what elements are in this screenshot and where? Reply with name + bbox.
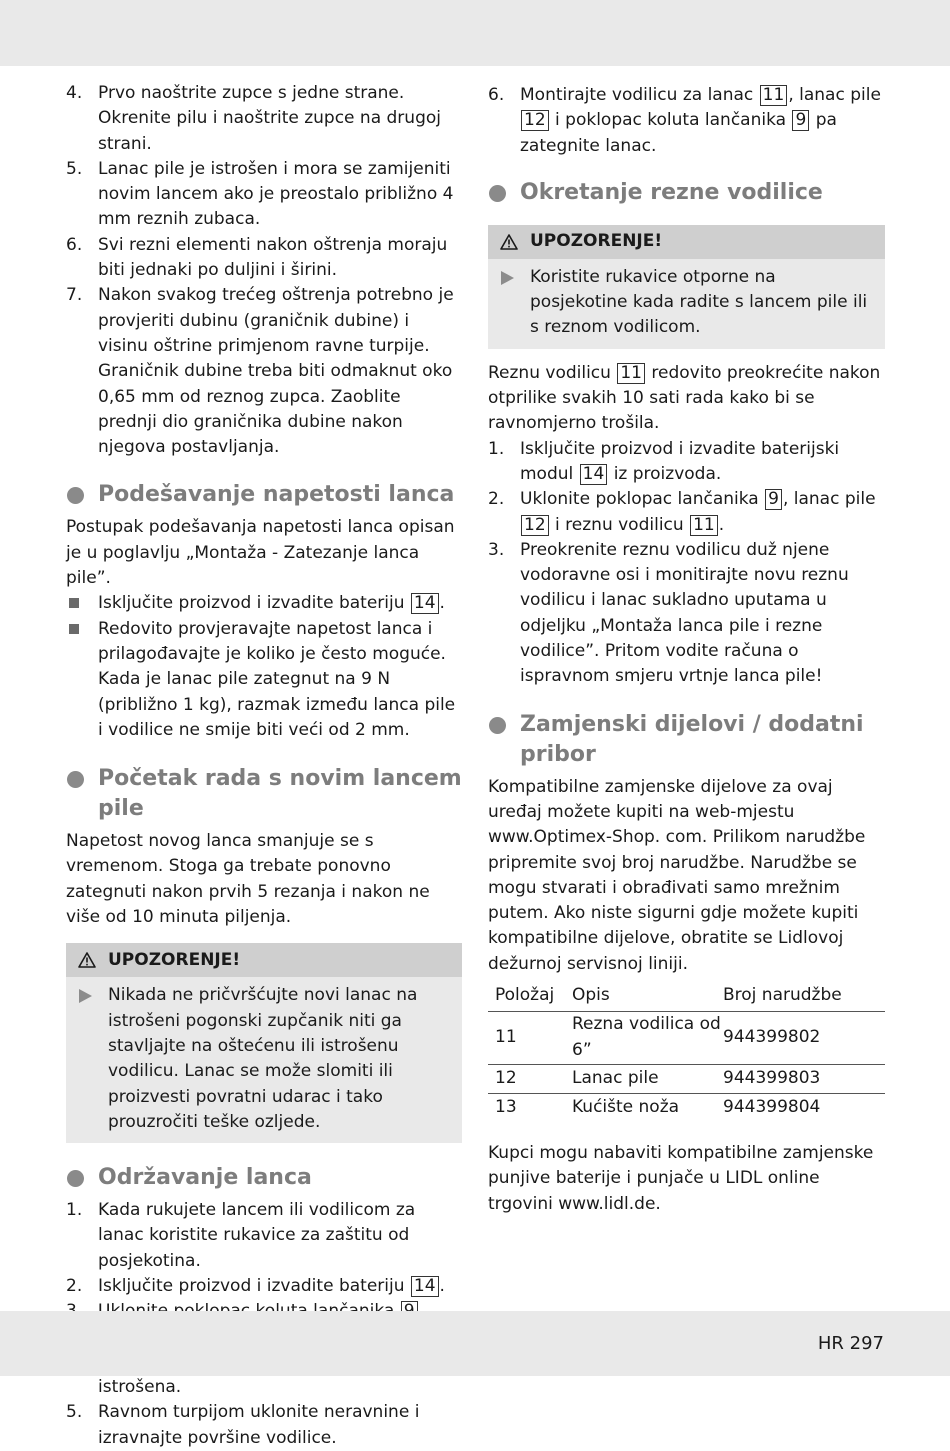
warning-header: UPOZORENJE! [488, 225, 885, 259]
part-ref: 11 [760, 85, 788, 106]
bullet-circle-icon [488, 178, 520, 208]
list-item: 4. Prvo naoštrite zupce s jedne strane. Okrenite pilu i naoštrite zupce na drugoj strani. [66, 83, 441, 154]
part-ref: 14 [411, 1276, 439, 1297]
warning-header: UPOZORENJE! [66, 943, 462, 977]
warning-body: Koristite rukavice otporne na posjekotine kada radite s lancem pile ili s reznom vodilicom. [488, 259, 885, 349]
part-ref: 9 [765, 489, 782, 510]
section-heading-spare-parts: Zamjenski dijelovi / dodatni pribor [488, 710, 885, 770]
part-ref: 12 [521, 515, 549, 536]
list-item: 2. Uklonite poklopac lančanika 9 , lanac pile 12 i reznu vodilicu 11 . [488, 489, 876, 535]
left-column [66, 81, 462, 1451]
list-item: 1. Isključite proizvod i izvadite baterijski modul 14 iz proizvoda. [488, 438, 840, 484]
table-row [488, 1011, 885, 1064]
part-ref: 11 [690, 515, 718, 536]
column-header: Položaj [488, 981, 572, 1011]
section-heading-chain-tension: Podešavanje napetosti lanca [66, 480, 462, 510]
part-ref: 9 [792, 110, 809, 131]
table-cell: 944399802 [723, 1011, 885, 1064]
table-cell: 12 [488, 1064, 572, 1093]
list-item: 2. Isključite proizvod i izvadite bateriju 14 . [66, 1275, 445, 1296]
warning-triangle-icon [78, 952, 108, 968]
page-number: HR 297 [817, 1333, 884, 1354]
part-ref: 14 [580, 464, 608, 485]
list-item: 7. Nakon svakog trećeg oštrenja potrebno je provjeriti dubinu (graničnik dubine) i visinu oštrine primjenom ravne turpije. Graničnik dubine treba biti odmaknut oko 0,65 mm od reznog zupca. Zaoblite prednji dio graničnika dubine nakon njegova postavljanja. [66, 285, 454, 458]
paragraph: Postupak podešavanja napetosti lanca opisan je u poglavlju „Montaža - Zatezanje lanca pile”. [66, 517, 455, 589]
column-header: Opis [572, 981, 723, 1011]
square-bullet-icon [66, 591, 98, 616]
bullet-circle-icon [66, 1163, 98, 1193]
header-band [0, 0, 950, 66]
paragraph: Kompatibilne zamjenske dijelove za ovaj uređaj možete kupiti na web-mjestu www.Optimex-Shop. com. Prilikom narudžbe pripremite svoj broj narudžbe. Narudžbe se mogu stvarati i obrađivati samo mrežnim putem. Ako niste sigurni gdje možete kupiti kompatibilne dijelove, obratite se Lidlovoj dežurnoj servisnoj liniji. [488, 776, 866, 974]
table-cell: 944399804 [723, 1097, 821, 1118]
list-item: 3. Preokrenite reznu vodilicu duž njene vodoravne osi i monitirajte novu reznu vodilicu i lanac sukladno uputama u odjeljku „Montaža lanca pile i rezne vodilice”. Pritom vodite računa o ispravnom smjeru vrtnje lanca pile! [488, 539, 849, 687]
sharpening-steps-list [66, 81, 462, 460]
table-header-row [488, 981, 885, 1011]
table-cell: 944399803 [723, 1064, 885, 1093]
part-ref: 14 [411, 593, 439, 614]
list-item: Redovito provjeravajte napetost lanca i prilagođavajte je koliko je često moguće. Kada je lanac pile zategnut na 9 N (približno 1 kg), razmak između lanca pile i vodilice ne smije biti veći od 2 mm. [66, 617, 462, 743]
table-cell: 11 [488, 1011, 572, 1064]
paragraph: Napetost novog lanca smanjuje se s vremenom. Stoga ga trebate ponovno zategnuti nakon prvih 5 rezanja i nakon ne više od 10 minuta piljenja. [66, 831, 430, 928]
table-cell: 13 [495, 1097, 517, 1118]
warning-box [488, 225, 885, 349]
list-item: 1. Kada rukujete lancem ili vodilicom za lanac koristite rukavice za zaštitu od posjekotina. [66, 1200, 416, 1271]
list-item: 6. Montirajte vodilicu za lanac 11 , lanac pile 12 i poklopac koluta lančanika 9 pa zategnite lanac. [488, 85, 881, 156]
section-heading-chain-maintenance: Održavanje lanca [66, 1163, 462, 1193]
section-heading-new-chain: Početak rada s novim lancem pile [66, 764, 462, 824]
table-cell: Rezna vodilica od 6” [572, 1011, 723, 1064]
paragraph: Kupci mogu nabaviti kompatibilne zamjenske punjive baterije i punjače u LIDL online trgovini www.lidl.de. [488, 1143, 874, 1214]
spare-parts-table [488, 981, 885, 1122]
list-item: Isključite proizvod i izvadite bateriju 14 . [66, 591, 462, 616]
table-row [488, 1064, 885, 1093]
list-item: istrošena. [66, 1350, 462, 1401]
paragraph: Reznu vodilicu 11 redovito preokrećite nakon otprilike svakih 10 sati rada kako bi se ravnomjerno trošila. [488, 362, 881, 434]
section-heading-guide-turning: Okretanje rezne vodilice [488, 178, 885, 208]
table-cell: Kućište noža [572, 1097, 680, 1118]
bullet-circle-icon [66, 480, 98, 510]
right-column [488, 83, 885, 1217]
arrow-right-icon [76, 983, 108, 1135]
footer-band [0, 1311, 950, 1376]
arrow-right-icon [498, 265, 530, 341]
list-item: 6. Svi rezni elementi nakon oštrenja moraju biti jednaki po duljini i širini. [66, 234, 448, 281]
guide-turning-steps-list [488, 437, 885, 690]
warning-triangle-icon [500, 234, 530, 250]
list-item: 5. Ravnom turpijom uklonite neravnine i izravnajte površine vodilice. [66, 1402, 420, 1448]
warning-body: Nikada ne pričvršćujte novi lanac na istrošeni pogonski zupčanik niti ga stavljajte na oštećenu ili istrošenu vodilicu. Lanac se može slomiti ili proizvesti povratni udarac i tako prouzročiti teške ozljede. [66, 977, 462, 1143]
table-row [488, 1093, 885, 1122]
table-cell: Lanac pile [572, 1064, 723, 1093]
warning-box [66, 943, 462, 1143]
part-ref: 12 [521, 110, 549, 131]
list-item: 5. Lanac pile je istrošen i mora se zamijeniti novim lancem ako je preostalo približno 4 mm reznih zubaca. [66, 158, 454, 230]
bullet-circle-icon [66, 764, 98, 824]
part-ref: 11 [617, 363, 645, 384]
square-bullet-icon [66, 617, 98, 743]
bullet-circle-icon [488, 710, 520, 770]
column-header: Broj narudžbe [723, 981, 885, 1011]
